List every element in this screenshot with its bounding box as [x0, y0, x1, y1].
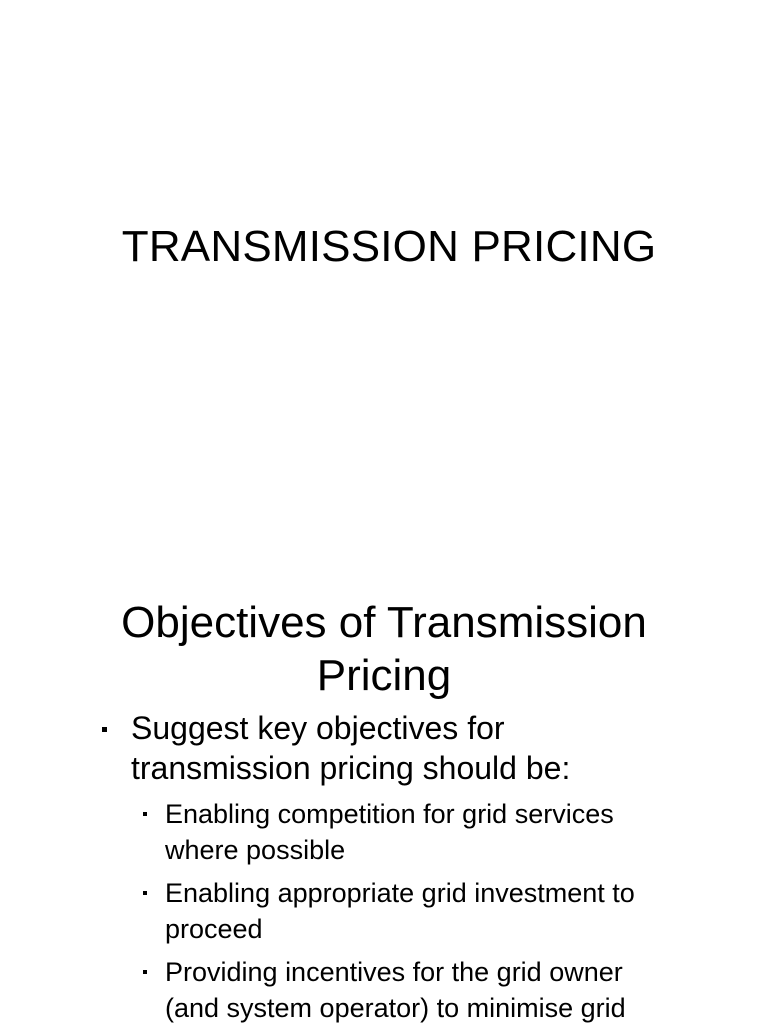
- sub-bullet-text-line-2: (and system operator) to minimise grid: [165, 993, 626, 1023]
- slide-title: [60, 596, 708, 702]
- bullet-marker: [102, 727, 107, 732]
- bullet-marker: [143, 812, 147, 816]
- bullet-marker: [143, 891, 147, 895]
- bullet-item: [0, 708, 768, 788]
- slide-title-line-2: Pricing: [316, 651, 452, 700]
- bullet-list: [0, 708, 768, 1033]
- bullet-text-line-2: transmission pricing should be:: [131, 750, 571, 786]
- sub-bullet-item: [0, 875, 768, 947]
- sub-bullet-item: [0, 796, 768, 868]
- sub-bullet-text-line-1: Enabling competition for grid services: [165, 799, 614, 829]
- sub-bullet-text-line-2: proceed: [165, 914, 263, 944]
- bullet-text-line-1: Suggest key objectives for: [131, 710, 505, 746]
- bullet-marker: [143, 970, 147, 974]
- slide-title-line-1: Objectives of Transmission: [121, 598, 647, 647]
- slide-objectives: [0, 576, 768, 1024]
- slide-title: TRANSMISSION PRICING: [121, 222, 657, 271]
- sub-bullet-list: [0, 796, 768, 1026]
- sub-bullet-item: [0, 954, 768, 1026]
- sub-bullet-text-line-2: where possible: [165, 835, 346, 865]
- sub-bullet-text-line-1: Providing incentives for the grid owner: [165, 957, 623, 987]
- sub-bullet-text-line-1: Enabling appropriate grid investment to: [165, 878, 635, 908]
- sub-bullet-container: [0, 796, 768, 1026]
